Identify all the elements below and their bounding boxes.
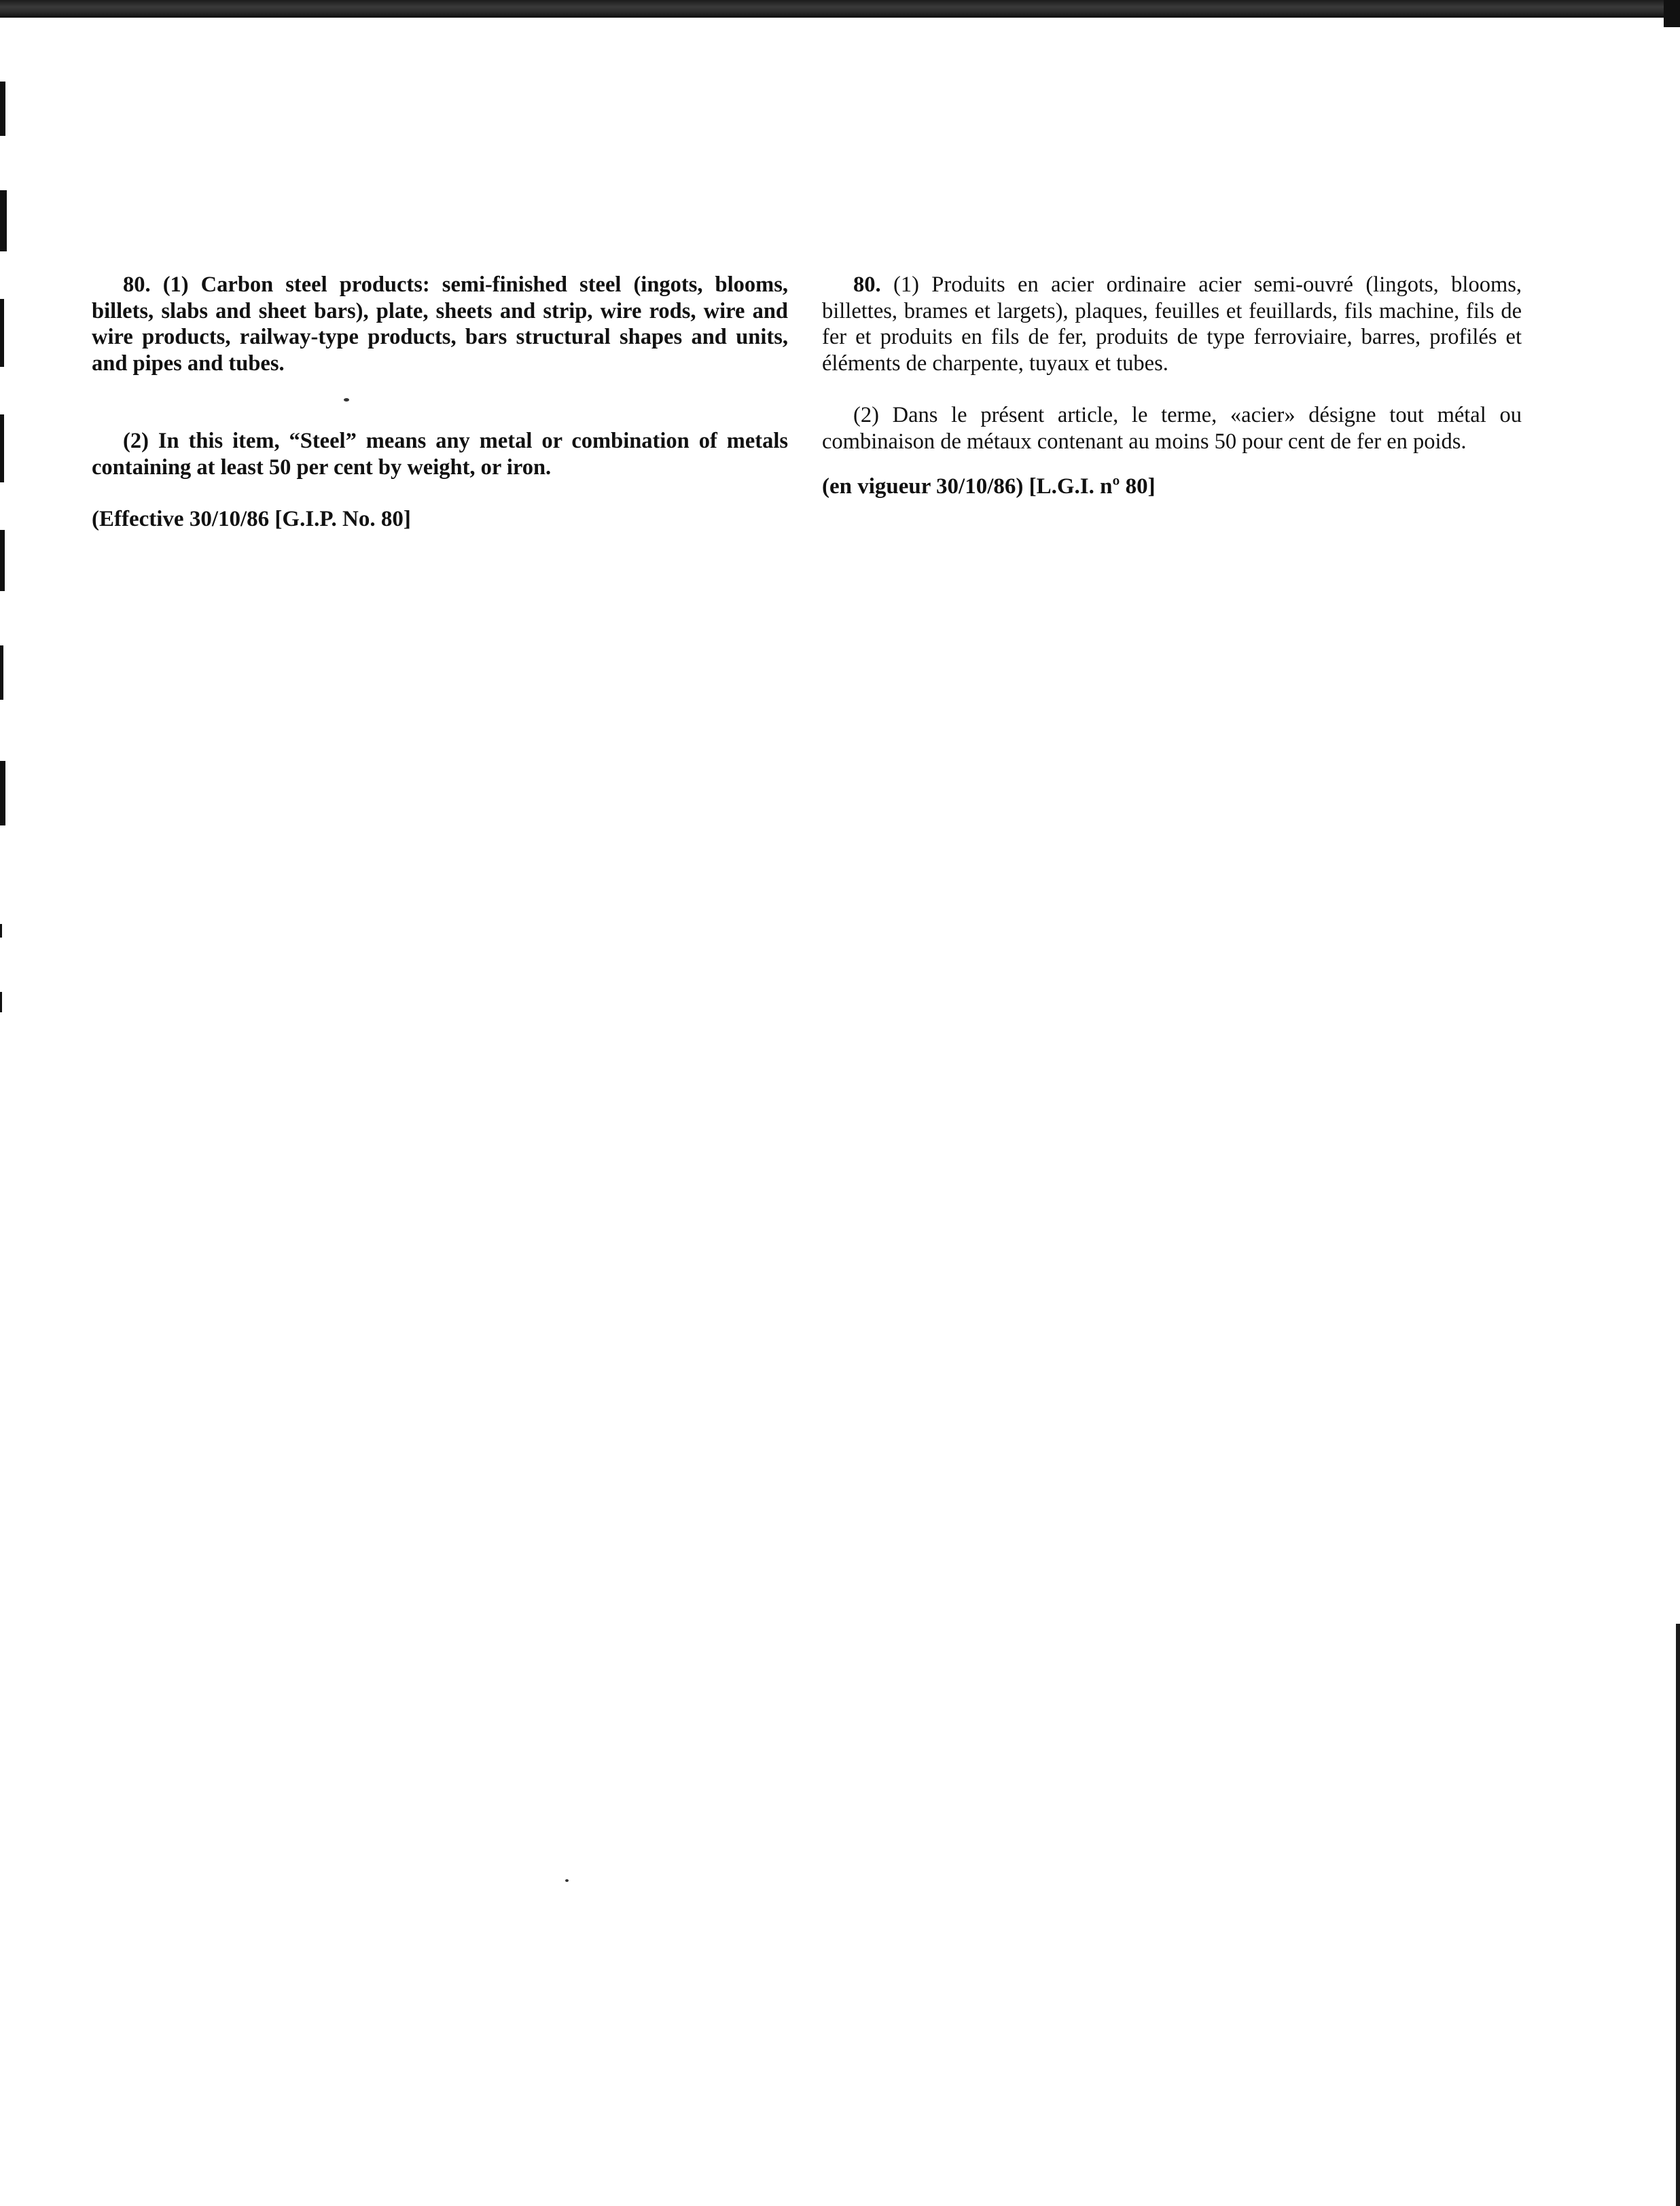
- item-1-text: (1) Produits en acier ordinaire acier semi-ouvré (lingots, blooms, billettes, brames et largets), plaques, feuilles et feuillards, fils machine, fils de fer et produits en fils de fer, produits de type ferroviaire, barres, profilés et éléments de charpente, tuyaux et tubes.: [822, 272, 1522, 376]
- item-1-text: (1) Carbon steel products: semi-finished steel (ingots, blooms, billets, slabs and sheet bars), plate, sheets and strip, wire rods, wire and wire products, railway-type products, bars structural shapes and units, and pipes and tubes.: [92, 272, 789, 376]
- french-item-2: (2) Dans le présent article, le terme, «acier» désigne tout métal ou combinaison de métaux contenant au moins 50 pour cent de fer en poids.: [822, 403, 1522, 454]
- french-column: [822, 272, 1522, 500]
- french-item-1: [822, 272, 1522, 376]
- scan-speck: [565, 1879, 569, 1882]
- scan-top-edge: [0, 0, 1680, 18]
- margin-mark: [0, 924, 2, 938]
- english-item-2: (2) In this item, “Steel” means any metal or combination of metals containing at least 50 per cent by weight, or iron.: [92, 429, 788, 480]
- margin-mark: [0, 299, 4, 367]
- scan-top-corner: [1664, 0, 1680, 27]
- margin-mark: [0, 530, 5, 591]
- scan-right-edge: [1676, 1624, 1680, 2206]
- margin-mark: [0, 645, 3, 700]
- margin-mark: [0, 761, 5, 825]
- item-number: 80.: [123, 272, 151, 297]
- margin-mark: [0, 190, 7, 251]
- french-effective-note: (en vigueur 30/10/86) [L.G.I. nº 80]: [822, 474, 1156, 499]
- english-column: [92, 272, 788, 533]
- english-item-1: [92, 272, 788, 376]
- margin-mark: [0, 414, 4, 482]
- english-effective-note: (Effective 30/10/86 [G.I.P. No. 80]: [92, 507, 411, 531]
- item-number: 80.: [853, 272, 881, 297]
- margin-mark: [0, 992, 2, 1012]
- margin-mark: [0, 82, 5, 136]
